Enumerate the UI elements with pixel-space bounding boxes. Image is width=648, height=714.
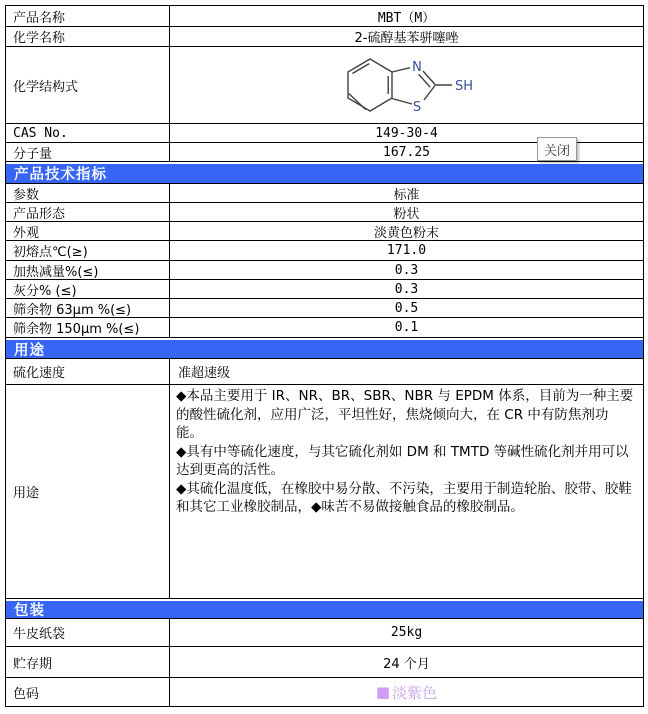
row-value: 0.3 bbox=[394, 281, 419, 297]
section-header-usage: 用途 bbox=[6, 338, 643, 359]
table-row bbox=[6, 318, 643, 338]
row-product-name bbox=[6, 6, 643, 27]
row-chemical-structure bbox=[6, 47, 643, 124]
row-label: 硫化速度 bbox=[6, 359, 170, 384]
row-label: 用途 bbox=[6, 385, 170, 598]
row-storage-period bbox=[6, 647, 643, 678]
color-swatch: ■ bbox=[375, 683, 391, 701]
row-value: 淡黄色粉末 bbox=[373, 225, 439, 241]
row-label: 化学名称 bbox=[6, 27, 170, 46]
color-name: 淡紫色 bbox=[392, 683, 438, 702]
row-value bbox=[170, 47, 643, 123]
row-label: 分子量 bbox=[6, 143, 170, 161]
section-header-tech: 产品技术指标 bbox=[6, 162, 643, 184]
row-value bbox=[170, 678, 643, 706]
row-vulcanization-speed bbox=[6, 359, 643, 385]
atom-n-label: N bbox=[411, 60, 422, 75]
row-label: 初熔点℃(≥) bbox=[6, 241, 170, 260]
product-spec-table bbox=[5, 5, 644, 707]
row-value: 2-硫醇基苯骈噻唑 bbox=[354, 31, 459, 46]
row-value: MBT（M） bbox=[377, 10, 436, 26]
row-chemical-name bbox=[6, 27, 643, 47]
row-value: 粉状 bbox=[393, 206, 420, 222]
row-label: 牛皮纸袋 bbox=[6, 619, 170, 646]
row-label: 加热减量%(≤) bbox=[6, 261, 170, 279]
row-label: 筛余物 63μm %(≤) bbox=[6, 299, 170, 317]
row-usage-description bbox=[6, 385, 643, 599]
row-label: 灰分% (≤) bbox=[6, 280, 170, 298]
row-label: 色码 bbox=[6, 678, 170, 706]
section-header-packaging: 包装 bbox=[6, 599, 643, 619]
row-value: 24 个月 bbox=[383, 656, 430, 672]
row-value: 25kg bbox=[390, 625, 423, 640]
row-label: 产品形态 bbox=[6, 203, 170, 221]
atom-s-label: S bbox=[412, 100, 421, 115]
usage-paragraph: ◆具有中等硫化速度，与其它硫化剂如 DM 和 TMTD 等碱性硫化剂并用可以达到更高的活性。 bbox=[176, 443, 629, 478]
close-button[interactable]: 关闭 bbox=[537, 137, 577, 161]
table-row bbox=[6, 280, 643, 299]
row-label: 化学结构式 bbox=[6, 47, 170, 123]
row-color-code bbox=[6, 678, 643, 706]
row-value: 0.5 bbox=[394, 300, 419, 316]
row-value: 171.0 bbox=[386, 243, 427, 258]
chemical-structure-drawing bbox=[322, 49, 492, 121]
row-value bbox=[170, 385, 643, 598]
table-row bbox=[6, 299, 643, 318]
table-row bbox=[6, 222, 643, 241]
row-kraft-bag bbox=[6, 619, 643, 647]
row-label: 参数 bbox=[6, 184, 170, 202]
row-label: CAS No. bbox=[6, 124, 170, 142]
row-value: 149-30-4 bbox=[375, 125, 438, 141]
row-value: 准超速级 bbox=[178, 366, 231, 381]
row-value: 167.25 bbox=[383, 144, 430, 160]
row-label: 产品名称 bbox=[6, 6, 170, 26]
usage-paragraph: ◆本品主要用于 IR、NR、BR、SBR、NBR 与 EPDM 体系，目前为一种主要的酸性硫化剂，应用广泛，平坦性好，焦烧倾向大，在 CR 中有防焦剂功能。 bbox=[176, 388, 634, 441]
table-row bbox=[6, 241, 643, 261]
group-sh-label: SH bbox=[454, 79, 473, 94]
table-row bbox=[6, 184, 643, 203]
row-label: 贮存期 bbox=[6, 647, 170, 677]
row-value: 标准 bbox=[393, 187, 420, 203]
row-value: 0.1 bbox=[394, 320, 419, 335]
row-label: 筛余物 150μm %(≤) bbox=[6, 318, 170, 337]
table-row bbox=[6, 261, 643, 280]
row-label: 外观 bbox=[6, 222, 170, 240]
usage-paragraph: ◆其硫化温度低，在橡胶中易分散、不污染，主要用于制造轮胎、胶带、胶鞋和其它工业橡胶制品，◆味苦不易做接触食品的橡胶制品。 bbox=[176, 480, 632, 515]
table-row bbox=[6, 203, 643, 222]
row-value: 0.3 bbox=[394, 262, 419, 278]
